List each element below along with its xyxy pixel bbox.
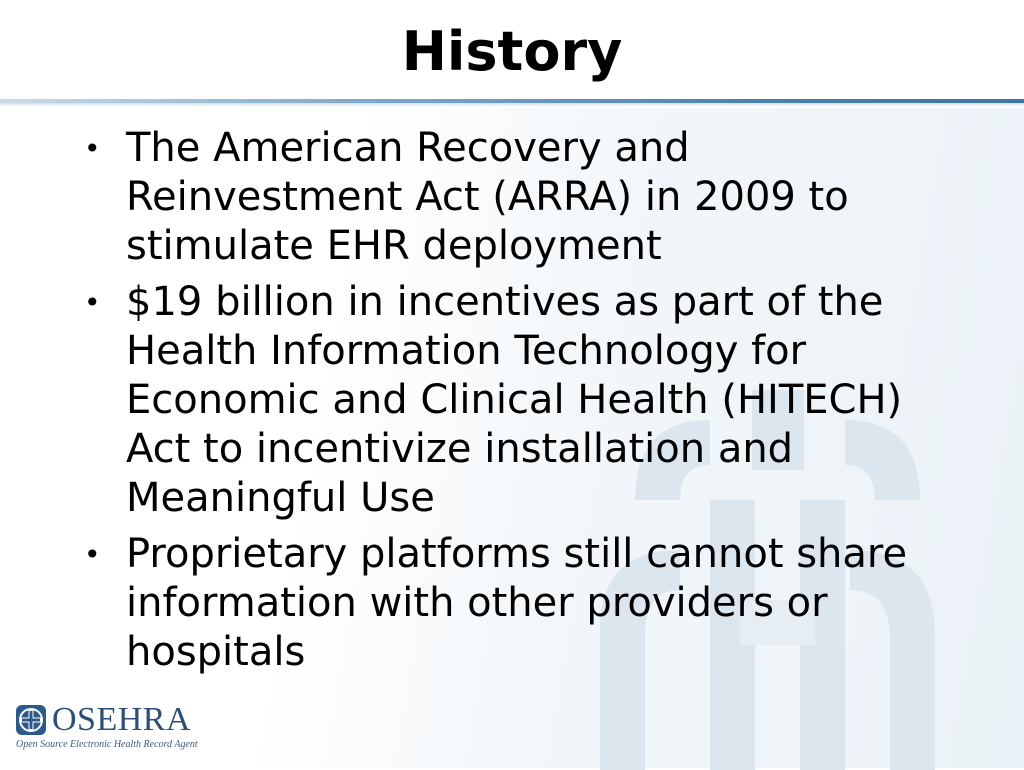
osehra-logo: [16, 701, 216, 755]
bullet-item: [84, 124, 944, 271]
bullet-text: Proprietary platforms still cannot share information with other providers or hospitals: [126, 531, 908, 675]
bullet-item: [84, 530, 944, 677]
title-divider-shadow: [0, 103, 1024, 107]
bullet-text: $19 billion in incentives as part of the Health Information Technology for Economic and Clinical Health (HITECH) Act to incentivize installation and Meaningful Use: [126, 279, 903, 521]
bullet-text: The American Recovery and Reinvestment Act (ARRA) in 2009 to stimulate EHR deployment: [126, 125, 849, 269]
osehra-cross-icon: [16, 705, 46, 735]
bullet-dot-icon: •: [84, 132, 101, 165]
bullet-item: [84, 278, 944, 523]
slide-title: History: [401, 20, 623, 83]
logo-wordmark: OSEHRA: [52, 701, 192, 738]
logo-tagline: Open Source Electronic Health Record Agent: [16, 739, 198, 750]
bullet-list: [84, 124, 944, 684]
bullet-dot-icon: •: [84, 538, 101, 571]
bullet-dot-icon: •: [84, 286, 101, 319]
